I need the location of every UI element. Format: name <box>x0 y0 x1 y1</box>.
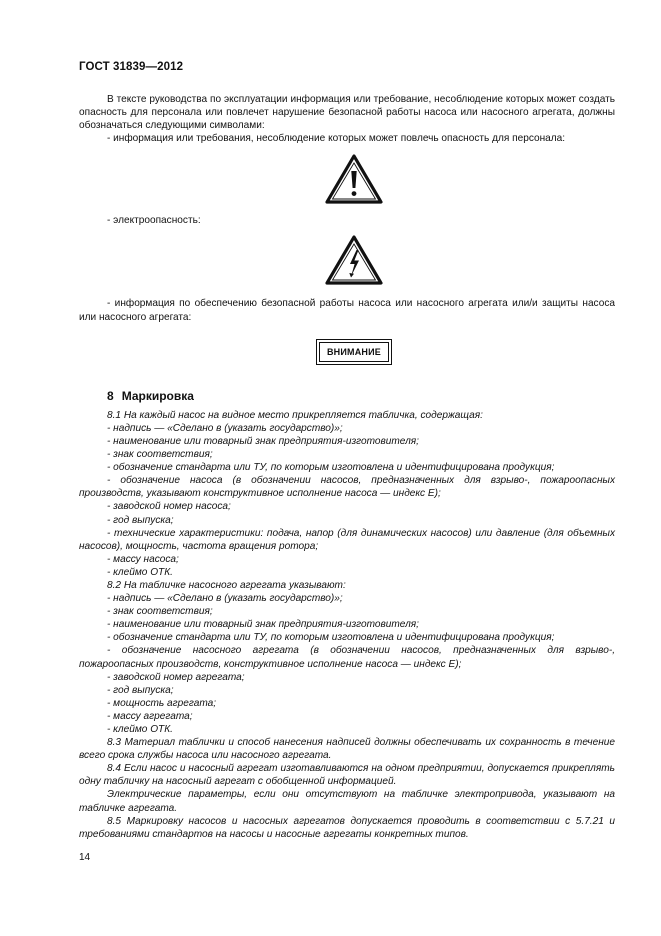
list-item: - наименование или товарный знак предприятия-изготовителя; <box>107 619 419 631</box>
section-body <box>79 409 615 841</box>
list-item: - заводской номер насоса; <box>107 501 231 513</box>
list-item: - обозначение стандарта или ТУ, по которым изготовлена и идентифицирована продукция; <box>107 462 555 474</box>
list-item: - обозначение стандарта или ТУ, по которым изготовлена и идентифицирована продукция; <box>107 632 555 644</box>
section-number: 8 <box>107 388 114 403</box>
list-item: - наименование или товарный знак предприятия-изготовителя; <box>107 435 419 447</box>
list-item: Электрические параметры, если они отсутствуют на табличке электропривода, указывают на табличке агрегата. <box>79 789 615 814</box>
list-item: - год выпуска; <box>107 514 174 526</box>
section-title <box>107 390 615 403</box>
list-item: - год выпуска; <box>107 684 174 696</box>
list-item: - клеймо ОТК. <box>107 566 173 578</box>
list-item-electric: - электроопасность: <box>107 215 201 227</box>
list-item: - технические характеристики: подача, напор (для динамических насосов) или давление (для объемных насосов), мощность, частота вращения ротора; <box>79 527 615 552</box>
list-item: 8.2 На табличке насосного агрегата указывают: <box>107 579 346 591</box>
warning-box <box>316 339 392 365</box>
list-item: 8.5 Маркировку насосов и насосных агрегатов допускается проводить в соответствии с 5.7.21 и требованиями стандартов на насосы и насосные агрегаты конкретных типов. <box>79 815 615 840</box>
high-voltage-icon <box>325 235 383 285</box>
intro-paragraph: В тексте руководства по эксплуатации информация или требование, несоблюдение которых может создать опасность для персонала или повлечет нарушение безопасной работы насоса или насосного агрегата, должны обозначаться следующими символами: <box>79 94 615 132</box>
document-header: ГОСТ 31839—2012 <box>79 61 184 73</box>
list-item: - надпись — «Сделано в (указать государство)»; <box>107 422 343 434</box>
list-item: - обозначение насосного агрегата (в обозначении насосов, предназначенных для взрыво-, пожароопасных производств, конструктивное исполнение насоса — индекс Е); <box>79 645 615 670</box>
list-item: - надпись — «Сделано в (указать государство)»; <box>107 593 343 605</box>
list-item: - массу насоса; <box>107 553 179 565</box>
danger-sign <box>93 145 615 214</box>
list-item: - знак соответствия; <box>107 606 213 618</box>
list-item-safety: - информация по обеспечению безопасной работы насоса или насосного агрегата или/и защиты насоса или насосного агрегата: <box>79 298 615 323</box>
list-item: 8.1 На каждый насос на видное место прикрепляется табличка, содержащая: <box>107 409 483 421</box>
list-item: 8.3 Материал таблички и способ нанесения надписей должны обеспечивать их сохранность в течение всего срока службы насоса или насосного агрегата. <box>79 737 615 762</box>
list-item-danger: - информация или требования, несоблюдение которых может повлечь опасность для персонала: <box>107 133 566 145</box>
warning-box-container <box>93 324 615 379</box>
list-item: 8.4 Если насос и насосный агрегат изготавливаются на одном предприятии, допускается прикреплять одну табличку на насосный агрегат с обобщенной информацией. <box>79 763 615 788</box>
list-item: - массу агрегата; <box>107 710 193 722</box>
page-content <box>79 93 615 841</box>
section-title-text: Маркировка <box>121 388 194 403</box>
list-item: - обозначение насоса (в обозначении насосов, предназначенных для взрыво-, пожароопасных производств, указывают конструктивное исполнение насоса — индекс Е); <box>79 475 615 500</box>
warning-label: ВНИМАНИЕ <box>319 342 389 362</box>
list-item: - клеймо ОТК. <box>107 724 173 735</box>
electric-sign <box>93 227 615 293</box>
list-item: - мощность агрегата; <box>107 697 217 709</box>
list-item: - заводской номер агрегата; <box>107 671 245 683</box>
list-item: - знак соответствия; <box>107 449 213 461</box>
page-number: 14 <box>79 852 91 863</box>
exclamation-warning-icon <box>325 154 383 204</box>
